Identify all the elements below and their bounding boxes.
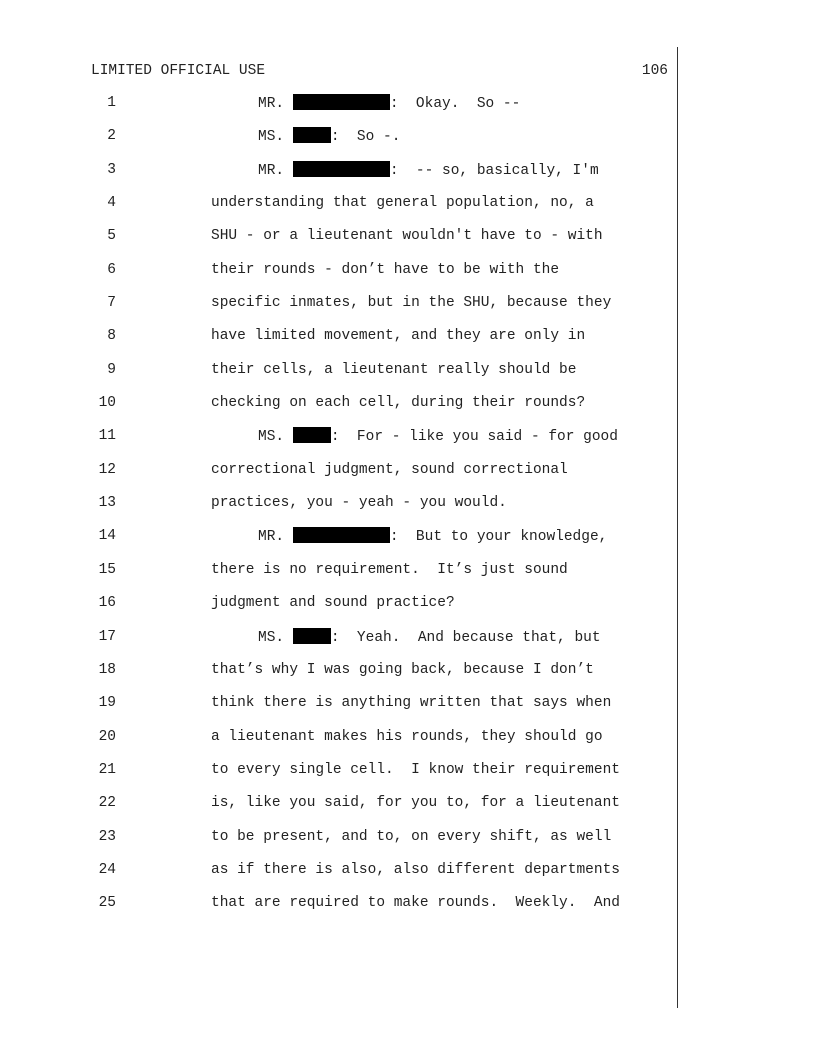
transcript-line bbox=[0, 427, 816, 460]
line-number: 6 bbox=[107, 261, 116, 278]
line-number: 7 bbox=[107, 295, 116, 312]
transcript-line bbox=[0, 628, 816, 661]
transcript-line bbox=[0, 327, 816, 360]
line-number: 12 bbox=[98, 461, 116, 478]
line-number: 22 bbox=[98, 795, 116, 812]
speaker-line-text bbox=[258, 527, 607, 546]
line-number: 16 bbox=[98, 595, 116, 612]
line-number: 19 bbox=[98, 695, 116, 712]
speaker-text: : Okay. So -- bbox=[389, 96, 521, 112]
speaker-title: MR. bbox=[258, 162, 293, 179]
transcript-line bbox=[0, 594, 816, 627]
transcript-line bbox=[0, 127, 816, 160]
transcript-line bbox=[0, 494, 816, 527]
transcript-line bbox=[0, 861, 816, 894]
page-number: 106 bbox=[641, 63, 668, 79]
line-number: 21 bbox=[98, 761, 116, 778]
transcript-line bbox=[0, 694, 816, 727]
speaker-text: : Yeah. And because that, but bbox=[330, 629, 601, 646]
line-text: to every single cell. I know their requirement bbox=[211, 761, 620, 778]
speaker-text: : For - like you said - for good bbox=[330, 429, 618, 446]
line-text: understanding that general population, no, a bbox=[211, 195, 594, 212]
line-text: judgment and sound practice? bbox=[211, 595, 455, 612]
line-text: correctional judgment, sound correctional bbox=[211, 461, 568, 478]
line-text: to be present, and to, on every shift, as well bbox=[211, 828, 612, 845]
speaker-title: MS. bbox=[258, 629, 293, 646]
speaker-line-text bbox=[258, 427, 618, 446]
transcript-line bbox=[0, 761, 816, 794]
classification-header: LIMITED OFFICIAL USE bbox=[91, 63, 266, 79]
line-number: 3 bbox=[107, 161, 116, 178]
line-number: 10 bbox=[98, 395, 116, 412]
line-number: 8 bbox=[107, 328, 116, 345]
line-number: 1 bbox=[107, 95, 116, 111]
speaker-title: MS. bbox=[258, 429, 293, 446]
redacted-name-box bbox=[293, 127, 331, 143]
transcript-line bbox=[0, 828, 816, 861]
line-text: their rounds - don’t have to be with the bbox=[211, 261, 560, 278]
speaker-line-text bbox=[258, 127, 400, 146]
line-number: 17 bbox=[98, 628, 116, 645]
line-number: 4 bbox=[107, 195, 116, 212]
line-number: 9 bbox=[107, 361, 116, 378]
line-number: 11 bbox=[98, 428, 116, 445]
transcript-line bbox=[0, 94, 816, 127]
line-number: 23 bbox=[98, 828, 116, 845]
speaker-text: : So -. bbox=[330, 129, 401, 146]
line-text: as if there is also, also different departments bbox=[211, 861, 620, 878]
transcript-line bbox=[0, 227, 816, 260]
line-number: 13 bbox=[98, 495, 116, 512]
line-number: 5 bbox=[107, 228, 116, 245]
line-number: 15 bbox=[98, 561, 116, 578]
transcript-line bbox=[0, 527, 816, 560]
transcript-line bbox=[0, 561, 816, 594]
line-number: 25 bbox=[98, 895, 116, 912]
speaker-line-text bbox=[258, 94, 520, 113]
line-text: is, like you said, for you to, for a lieutenant bbox=[211, 795, 620, 812]
transcript-line bbox=[0, 361, 816, 394]
redacted-name-box bbox=[293, 94, 390, 110]
speaker-title: MR. bbox=[258, 96, 293, 112]
speaker-text: : But to your knowledge, bbox=[389, 529, 608, 546]
redacted-name-box bbox=[293, 161, 390, 177]
redacted-name-box bbox=[293, 628, 331, 644]
transcript-line bbox=[0, 294, 816, 327]
line-number: 18 bbox=[98, 661, 116, 678]
line-text: have limited movement, and they are only in bbox=[211, 328, 586, 345]
line-text: checking on each cell, during their rounds? bbox=[211, 395, 586, 412]
transcript-line bbox=[0, 461, 816, 494]
transcript-line bbox=[0, 794, 816, 827]
speaker-title: MR. bbox=[258, 529, 293, 546]
transcript-line bbox=[0, 728, 816, 761]
transcript-line bbox=[0, 261, 816, 294]
speaker-line-text bbox=[258, 628, 601, 647]
line-text: think there is anything written that says when bbox=[211, 695, 612, 712]
speaker-line-text bbox=[258, 161, 599, 180]
transcript-line bbox=[0, 394, 816, 427]
line-text: there is no requirement. It’s just sound bbox=[211, 561, 568, 578]
line-number: 20 bbox=[98, 728, 116, 745]
redacted-name-box bbox=[293, 527, 390, 543]
line-number: 14 bbox=[98, 528, 116, 545]
line-text: specific inmates, but in the SHU, because they bbox=[211, 295, 612, 312]
transcript-line bbox=[0, 894, 816, 927]
transcript-lines bbox=[0, 94, 816, 928]
line-text: SHU - or a lieutenant wouldn't have to - with bbox=[211, 228, 603, 245]
line-number: 24 bbox=[98, 861, 116, 878]
line-text: their cells, a lieutenant really should be bbox=[211, 361, 577, 378]
redacted-name-box bbox=[293, 427, 331, 443]
transcript-line bbox=[0, 161, 816, 194]
line-text: that’s why I was going back, because I don’t bbox=[211, 661, 594, 678]
speaker-title: MS. bbox=[258, 129, 293, 146]
transcript-line bbox=[0, 194, 816, 227]
transcript-line bbox=[0, 661, 816, 694]
line-text: that are required to make rounds. Weekly. And bbox=[211, 895, 620, 912]
line-number: 2 bbox=[107, 128, 116, 145]
line-text: a lieutenant makes his rounds, they should go bbox=[211, 728, 603, 745]
speaker-text: : -- so, basically, I'm bbox=[389, 162, 599, 179]
line-text: practices, you - yeah - you would. bbox=[211, 495, 507, 512]
